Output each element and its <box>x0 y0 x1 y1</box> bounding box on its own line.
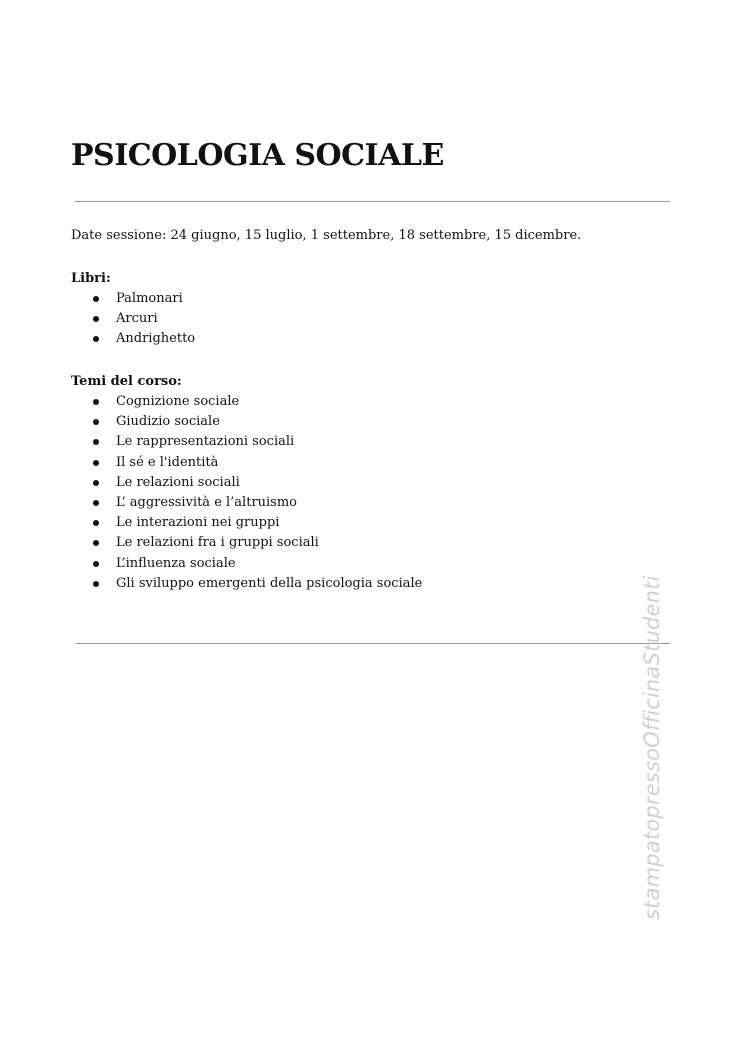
bullet-icon <box>93 581 99 587</box>
list-item: L’ aggressività e l’altruismo <box>71 493 422 513</box>
bullet-icon <box>93 520 99 526</box>
list-item: Le relazioni sociali <box>71 473 422 493</box>
books-heading: Libri: <box>71 271 111 286</box>
list-item: Andrighetto <box>71 329 195 349</box>
page-title: PSICOLOGIA SOCIALE <box>71 138 444 173</box>
books-section <box>71 269 195 350</box>
bullet-icon <box>93 439 99 445</box>
list-item: Il sé e l'identità <box>71 453 422 473</box>
list-item: Le relazioni fra i gruppi sociali <box>71 533 422 553</box>
bullet-icon <box>93 540 99 546</box>
list-item: Arcuri <box>71 309 195 329</box>
bullet-icon <box>93 336 99 342</box>
list-item: Palmonari <box>71 289 195 309</box>
bullet-icon <box>93 460 99 466</box>
topics-heading: Temi del corso: <box>71 374 182 389</box>
list-item: Gli sviluppo emergenti della psicologia sociale <box>71 574 422 594</box>
bullet-icon <box>93 480 99 486</box>
bottom-divider <box>75 643 670 644</box>
list-item: L’influenza sociale <box>71 554 422 574</box>
bullet-icon <box>93 561 99 567</box>
session-dates: Date sessione: 24 giugno, 15 luglio, 1 settembre, 18 settembre, 15 dicembre. <box>71 228 582 243</box>
topics-list <box>71 392 422 594</box>
bullet-icon <box>93 419 99 425</box>
watermark: stampatopressoOfficinaStudenti <box>640 575 664 920</box>
list-item: Le rappresentazioni sociali <box>71 432 422 452</box>
top-divider <box>75 201 670 202</box>
list-item: Giudizio sociale <box>71 412 422 432</box>
list-item: Le interazioni nei gruppi <box>71 513 422 533</box>
list-item: Cognizione sociale <box>71 392 422 412</box>
bullet-icon <box>93 399 99 405</box>
bullet-icon <box>93 296 99 302</box>
bullet-icon <box>93 316 99 322</box>
bullet-icon <box>93 500 99 506</box>
topics-section <box>71 372 422 594</box>
books-list <box>71 289 195 350</box>
